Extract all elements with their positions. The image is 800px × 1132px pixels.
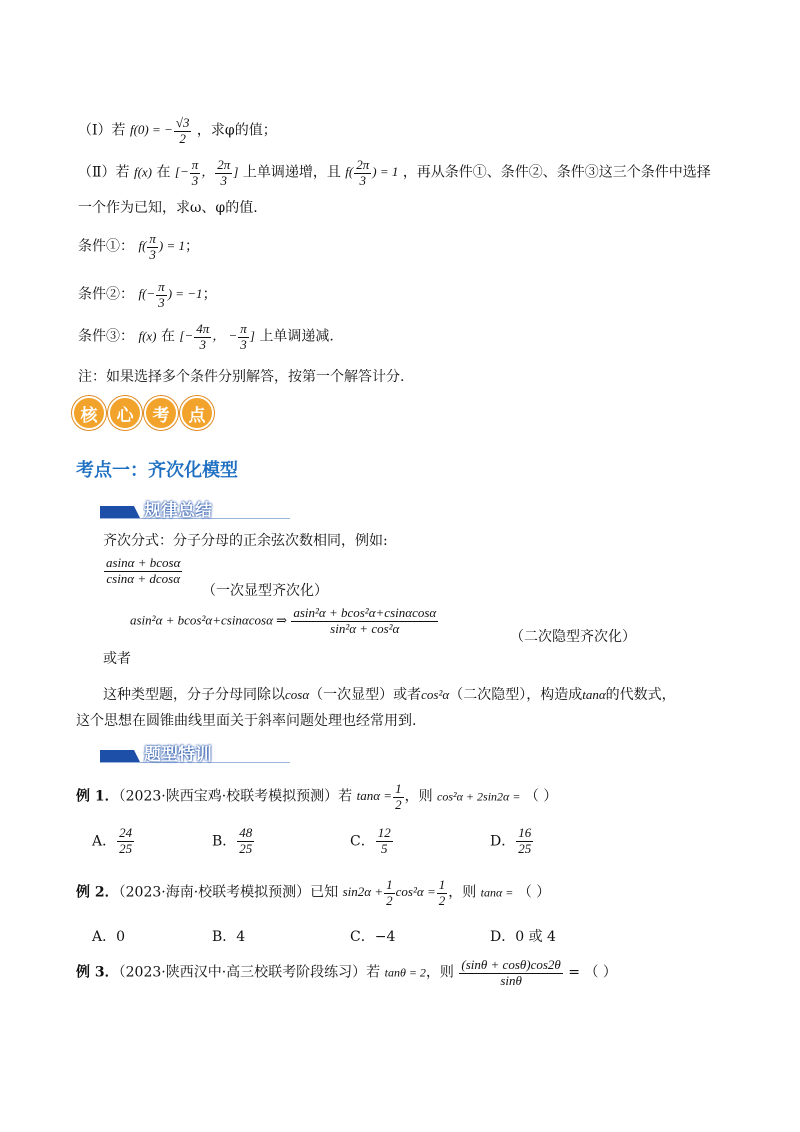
section-title: 考点一：齐次化模型 <box>76 460 238 481</box>
example-equation-2-note: （二次隐型齐次化） <box>510 629 636 645</box>
or-text: 或者 <box>103 651 131 667</box>
part1-line: （Ⅰ）若 f(0) = − $\frac{√3}{2}$ ，求φ的值； <box>78 115 277 146</box>
banner-rule-summary <box>100 498 290 520</box>
banner-bar <box>100 750 140 762</box>
example-fraction-1-note: （一次显型齐次化） <box>202 583 328 599</box>
part2-line2: 一个作为已知，求ω、φ的值. <box>78 200 258 216</box>
example-fraction-1: $\frac{asin\alpha + bcos\alpha}{csin\alpha + dcos\alpha}$ <box>106 555 181 586</box>
example-equation-2: asin²α + bcos²α+csinαcosα ⇒ $\frac{\text{asin²α + bcos²α+csinαcosα}}{\text{sin²α + cos²α}}$ <box>130 605 437 636</box>
banner-practice <box>100 742 290 764</box>
banner-label: 规律总结 <box>144 501 212 521</box>
example-1-question: 例 1．（2023·陕西宝鸡·校联考模拟预测）若 tanα = $\frac{1}{2}$ ，则 cos²α + 2sin2α = （ ） <box>76 781 558 812</box>
example-1-option-b[interactable]: B． $\frac{48}{25}$ <box>212 825 253 856</box>
banner-bar <box>100 506 140 518</box>
note: 注：如果选择多个条件分别解答，按第一个解答计分. <box>78 369 405 385</box>
badge-char: 点 <box>180 396 214 430</box>
banner-label: 题型特训 <box>144 745 212 765</box>
badge-char: 核 <box>72 396 106 430</box>
badge-char: 心 <box>108 396 142 430</box>
example-2-option-c[interactable]: C．−4 <box>350 929 396 945</box>
example-1-option-d[interactable]: D． $\frac{16}{25}$ <box>490 825 532 856</box>
core-topic-badge <box>72 396 220 430</box>
example-2-option-a[interactable]: A．0 <box>92 929 126 945</box>
example-2-option-b[interactable]: B．4 <box>212 929 246 945</box>
example-2-option-d[interactable]: D．0 或 4 <box>490 929 556 945</box>
method-paragraph: 这种类型题，分子分母同除以cosα（一次显型）或者cos²α（二次隐型），构造成tanα的代数式， <box>103 687 676 703</box>
example-3-question: 例 3．（2023·陕西汉中·高三校联考阶段练习）若 tanθ = 2，则 $\frac{(\sin\theta + \cos\theta)\cos 2\theta}{\sin\theta}$ = （ ） <box>76 957 617 988</box>
example-1-option-a[interactable]: A． $\frac{24}{25}$ <box>92 825 133 856</box>
example-1-option-c[interactable]: C． $\frac{12}{5}$ <box>350 825 391 856</box>
condition-3: 条件③： f(x) 在 [− $\frac{4\pi}{3}$ ， − $\frac{\pi}{3}$ ] 上单调递减. <box>78 321 334 352</box>
part2-line: （Ⅱ）若 f(x) 在 [− $\frac{\pi}{3}$ ， $\frac{2\pi}{3}$ ] 上单调递增，且 f( $\frac{2\pi}{3}$ ) = 1 ，再从条件①、条件②、条件③这三个条件中选择 <box>78 157 711 188</box>
method-paragraph-line2: 这个思想在圆锥曲线里面关于斜率问题处理也经常用到. <box>76 713 417 729</box>
condition-1: 条件①： f( $\frac{\pi}{3}$ ) = 1； <box>78 231 200 262</box>
badge-char: 考 <box>144 396 178 430</box>
example-2-question: 例 2．（2023·海南·校联考模拟预测）已知 sin2α + $\frac{1}{2}$ cos²α = $\frac{1}{2}$ ，则 tanα = （ ） <box>76 877 551 908</box>
intro-text: 齐次分式：分子分母的正余弦次数相同，例如: <box>103 533 388 549</box>
condition-2: 条件②： f(− $\frac{\pi}{3}$ ) = −1； <box>78 279 217 310</box>
